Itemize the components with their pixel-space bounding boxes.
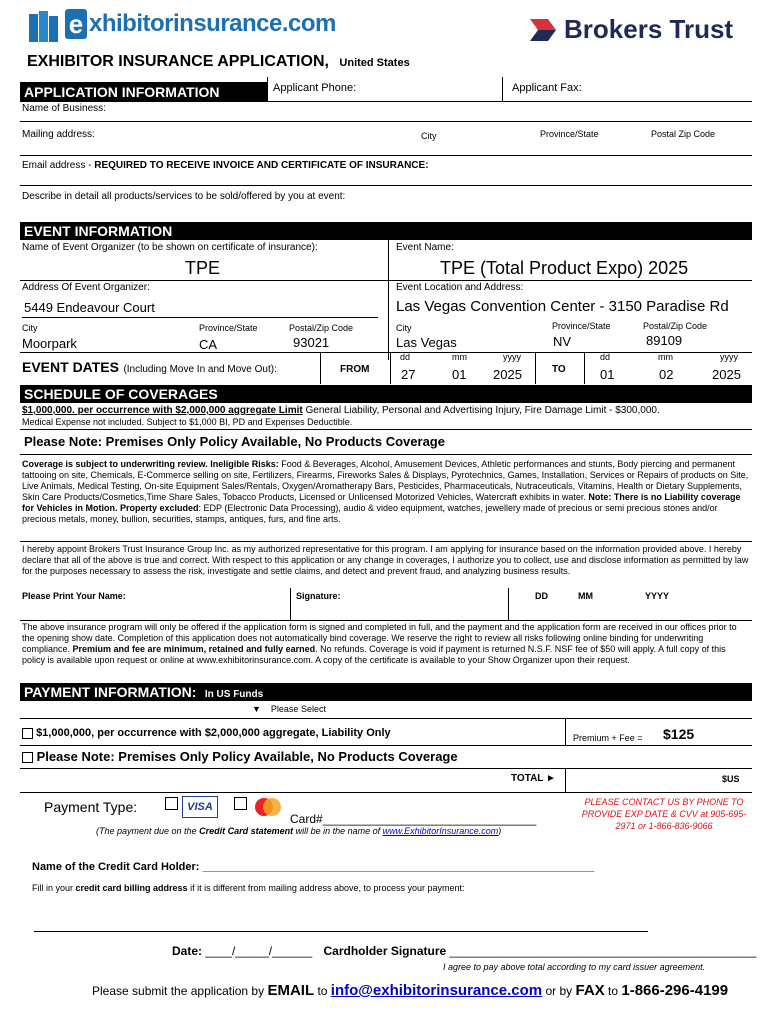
loc-zip-value: 89109 <box>646 333 683 348</box>
mailing-address-label: Mailing address: <box>22 129 95 140</box>
from-yyyy: 2025 <box>493 367 522 382</box>
to-yyyy: 2025 <box>712 367 741 382</box>
limit-text: $1,000,000. per occurrence with $2,000,000 aggregate Limit General Liability, Personal and Advertising Injury, Fire Damage Limit - $300,000. <box>22 405 660 416</box>
submit-footer: Please submit the application by EMAIL to info@exhibitorinsurance.com or by FAX to 1-866-296-4199 <box>92 982 729 999</box>
from-mm-label: mm <box>452 352 467 362</box>
event-location-label: Event Location and Address: <box>396 282 524 293</box>
option-liability[interactable]: $1,000,000, per occurrence with $2,000,000 aggregate, Liability Only <box>22 727 391 739</box>
checkbox-liability[interactable] <box>22 728 33 739</box>
logo-e: e <box>65 9 87 39</box>
checkbox-premises[interactable] <box>22 752 33 763</box>
section-payment: PAYMENT INFORMATION: In US Funds <box>20 683 752 701</box>
medical-text: Medical Expense not included. Subject to $1,000 BI, PD and Expenses Deductible. <box>22 417 353 427</box>
date-field[interactable]: Date: ____/_____/______ Cardholder Signature ______________________________________________ <box>172 944 757 958</box>
to-dd-label: dd <box>600 352 611 362</box>
page-title: EXHIBITOR INSURANCE APPLICATION, United States <box>27 53 410 70</box>
to-label: TO <box>552 364 566 375</box>
from-yyyy-label: yyyy <box>503 352 521 362</box>
from-label: FROM <box>340 364 370 375</box>
event-name-label: Event Name: <box>396 242 454 253</box>
city-label: City <box>421 131 437 141</box>
card-number-field[interactable]: Card#________________________________ <box>290 812 537 826</box>
section-event-info: EVENT INFORMATION <box>20 222 752 240</box>
org-city-label: City <box>22 323 38 333</box>
header-logo <box>27 8 336 46</box>
to-dd: 01 <box>600 367 615 382</box>
print-name-label: Please Print Your Name: <box>22 591 126 601</box>
checkbox-visa[interactable] <box>165 797 178 810</box>
underwriting-text: Coverage is subject to underwriting review. Ineligible Risks: Food & Beverages, Alcohol, Amusement Devices, Athletic performances and stunts, Body piercing and permanent tattooing on site, Chemicals, E-Commerce selling on site, Fertilizers, Firearms, Fireworks Sales & Displays, Pyrotechnics, Games, Installation, Services or Repairs of products on Site, Live Animals, Medical Testing, On-site Equipment Sales/Rentals, Oxygen/Aromatherapy Bars, Pesticides, Pharmaceuticals, Nutraceuticals, Vitamins, Health or Dietary Supplements, Skin Care Products/Cosmetics,Time Share Sales, Tobacco Products, Licensed or Unlicensed Motorized Vehicles, Watercraft exhibits in water. Note: There is no Liability coverage for Vehicles in Motion. Property excluded: EDP (Electronic Data Processing), audio & video equipment, watches, jewellery made of precious or semi precious stones and/or precious metals, money, bullion, securities, stamps, antiques, furs, and fine arts. <box>22 459 749 524</box>
visa-icon: VISA <box>182 796 218 818</box>
applicant-phone-label: Applicant Phone: <box>273 82 357 94</box>
organizer-label: Name of Event Organizer (to be shown on certificate of insurance): <box>22 242 318 253</box>
loc-province-value: NV <box>553 334 572 349</box>
premium-label: Premium + Fee = <box>573 733 643 743</box>
organizer-address-label: Address Of Event Organizer: <box>22 282 150 293</box>
loc-city-value: Las Vegas <box>396 335 457 350</box>
brokers-trust-logo <box>530 14 750 46</box>
email-label: Email address - REQUIRED TO RECEIVE INVOICE AND CERTIFICATE OF INSURANCE: <box>22 160 429 171</box>
brokers-trust-mark-icon <box>530 19 556 41</box>
statement-note: (The payment due on the Credit Card statement will be in the name of www.ExhibitorInsurance.com) <box>96 826 502 836</box>
sig-dd-label: DD <box>535 591 548 601</box>
zip-label: Postal Zip Code <box>651 129 716 139</box>
business-name-label: Name of Business: <box>22 103 106 114</box>
organizer-value: TPE <box>185 258 221 278</box>
loc-zip-label: Postal/Zip Code <box>643 321 708 331</box>
total-label: TOTAL ► <box>511 773 556 784</box>
appointment-text: I hereby appoint Brokers Trust Insurance Group Inc. as my authorized representative for this program. I am applying for insurance based on the information provided above. I hereby declare that all of the above is true and correct. With respect to this application or any change in coverages, I authorize you to collect, use and disclose information as permitted by law for the purposes necessary to assess the risk, investigate and settle claims, and detect and prevent fraud, and analyzing business results. <box>22 544 749 576</box>
org-zip-label: Postal/Zip Code <box>289 323 354 333</box>
books-icon <box>27 8 63 44</box>
logo-text: xhibitorinsurance.com <box>89 10 336 37</box>
contact-note: PLEASE CONTACT US BY PHONE TO PROVIDE EXP DATE & CVV at 905-695-2971 or 1-866-836-9066 <box>581 797 747 831</box>
event-name-value: TPE (Total Product Expo) 2025 <box>440 258 689 278</box>
program-text: The above insurance program will only be offered if the application form is signed and completed in full, and the payment and the application form are received in our offices prior to the opening show date. Completion of this application does not automatically bind coverage. We reserve the right to review all risks following online binding for underwriting compliance. Premium and fee are minimum, retained and fully earned. No refunds. Coverage is void if payment is returned N.S.F. NSF fee of $50 will apply. A full copy of this policy is available upon request or online at www.exhibitorinsurance.com. A copy of the certificate is available to your Show Organizer upon their request. <box>22 622 737 665</box>
signature-label: Signature: <box>296 591 341 601</box>
agree-note: I agree to pay above total according to my card issuer agreement. <box>443 962 706 972</box>
from-dd-label: dd <box>400 352 411 362</box>
org-zip-value: 93021 <box>293 335 330 350</box>
exhibitor-link[interactable]: www.ExhibitorInsurance.com <box>382 826 499 836</box>
premium-value: $125 <box>663 726 695 742</box>
sig-mm-label: MM <box>578 591 593 601</box>
province-label: Province/State <box>540 129 599 139</box>
to-mm: 02 <box>659 367 674 382</box>
brand-name: Brokers Trust <box>564 14 734 44</box>
card-holder-field[interactable]: Name of the Credit Card Holder: ________________________________________________________________ <box>32 861 595 873</box>
org-province-label: Province/State <box>199 323 258 333</box>
section-coverages: SCHEDULE OF COVERAGES <box>20 385 752 403</box>
applicant-fax-label: Applicant Fax: <box>512 82 582 94</box>
loc-province-label: Province/State <box>552 321 611 331</box>
to-yyyy-label: yyyy <box>720 352 738 362</box>
mastercard-icon <box>252 796 284 818</box>
from-mm: 01 <box>452 367 467 382</box>
loc-city-label: City <box>396 323 412 333</box>
to-mm-label: mm <box>658 352 673 362</box>
organizer-address-value: 5449 Endeavour Court <box>24 300 155 315</box>
section-application-info: APPLICATION INFORMATION <box>20 82 267 102</box>
email-link[interactable]: info@exhibitorinsurance.com <box>330 982 543 999</box>
country: United States <box>339 57 410 69</box>
currency-label: $US <box>722 774 740 784</box>
total-arrow-icon: ► <box>546 773 556 784</box>
please-select-dropdown[interactable]: ▼ Please Select <box>252 704 326 714</box>
option-premises[interactable]: Please Note: Premises Only Policy Available, No Products Coverage <box>22 749 458 764</box>
event-location-value: Las Vegas Convention Center - 3150 Paradise Rd <box>396 298 729 315</box>
from-dd: 27 <box>401 367 416 382</box>
event-dates-heading: EVENT DATES (Including Move In and Move Out): <box>22 359 277 375</box>
payment-type-label: Payment Type: <box>44 799 138 815</box>
describe-label: Describe in detail all products/services to be sold/offered by you at event: <box>22 191 346 202</box>
billing-note: Fill in your credit card billing address if it is different from mailing address above, to process your payment: <box>32 883 465 893</box>
premises-note: Please Note: Premises Only Policy Available, No Products Coverage <box>24 434 445 449</box>
org-city-value: Moorpark <box>22 336 77 351</box>
org-province-value: CA <box>199 337 218 352</box>
checkbox-mastercard[interactable] <box>234 797 247 810</box>
dropdown-arrow-icon: ▼ <box>252 704 261 714</box>
sig-yyyy-label: YYYY <box>645 591 670 601</box>
